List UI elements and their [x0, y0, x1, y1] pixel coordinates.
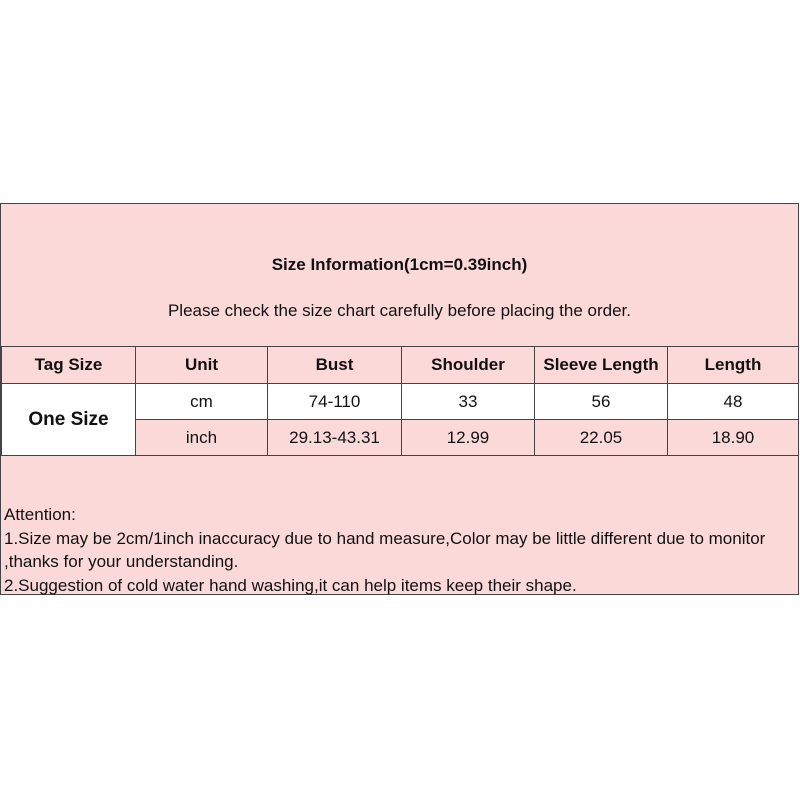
attention-notes: [4, 503, 794, 597]
unit-cell-cm: cm: [136, 384, 268, 420]
sleeve-length-cell-cm: 56: [535, 384, 668, 420]
shoulder-cell-inch: 12.99: [402, 420, 535, 456]
header-tag-size: Tag Size: [2, 347, 136, 384]
chart-subtitle: Please check the size chart carefully before placing the order.: [167, 301, 632, 320]
length-cell-inch: 18.90: [668, 420, 799, 456]
sleeve-length-cell-inch: 22.05: [535, 420, 668, 456]
table-row: [2, 384, 799, 420]
unit-cell-inch: inch: [136, 420, 268, 456]
chart-header: [1, 204, 798, 347]
bust-cell-cm: 74-110: [268, 384, 402, 420]
attention-heading: Attention:: [4, 505, 76, 524]
table-header-row: [2, 347, 799, 384]
bust-cell-inch: 29.13-43.31: [268, 420, 402, 456]
length-cell-cm: 48: [668, 384, 799, 420]
tag-size-cell: One Size: [2, 384, 136, 456]
chart-title: Size Information(1cm=0.39inch): [271, 255, 528, 274]
header-shoulder: Shoulder: [402, 347, 535, 384]
size-chart: [0, 203, 799, 595]
header-sleeve-length: Sleeve Length: [535, 347, 668, 384]
header-length: Length: [668, 347, 799, 384]
size-table: [1, 346, 799, 456]
shoulder-cell-cm: 33: [402, 384, 535, 420]
attention-line-2: 2.Suggestion of cold water hand washing,it can help items keep their shape.: [4, 575, 577, 595]
attention-line-1: 1.Size may be 2cm/1inch inaccuracy due to hand measure,Color may be little different due to monitor ,thanks for your understanding.: [4, 528, 766, 571]
header-bust: Bust: [268, 347, 402, 384]
header-unit: Unit: [136, 347, 268, 384]
